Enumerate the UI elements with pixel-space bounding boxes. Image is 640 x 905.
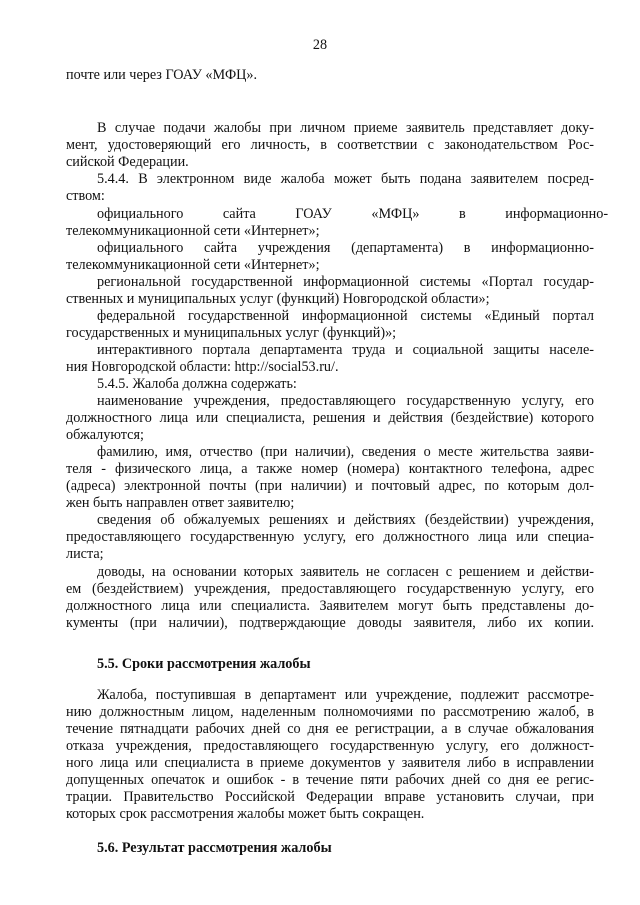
text-line: сийской Федерации. [66, 154, 189, 170]
text-line: 5.4.4. В электронном виде жалоба может быть подана заявителем посред- [97, 171, 594, 187]
text-line: телекоммуникационной сети «Интернет»; [66, 223, 320, 239]
text-line: доводы, на основании которых заявитель не согласен с решением и действи- [97, 564, 594, 580]
text-line: официального сайта ГОАУ «МФЦ» в информационно- [97, 206, 609, 222]
text-line: фамилию, имя, отчество (при наличии), сведения о месте жительства заяви- [97, 444, 594, 460]
text-line: В случае подачи жалобы при личном приеме заявитель представляет доку- [97, 120, 594, 136]
text-line: государственных и муниципальных услуг (функций)»; [66, 325, 397, 341]
page-number: 28 [312, 37, 328, 53]
text-line: ного лица или специалиста в приеме документов у заявителя либо в исправлении [66, 755, 594, 771]
text-line: сведения об обжалуемых решениях и действиях (бездействии) учреждения, [97, 512, 594, 528]
text-line: обжалуются; [66, 427, 144, 443]
text-line: допущенных опечаток и ошибок - в течение пяти рабочих дней со дня ее регис- [66, 772, 594, 788]
text-line: ством: [66, 188, 105, 204]
text-line: листа; [66, 546, 104, 562]
text-line: отказа учреждения, предоставляющего государственную услугу, его должност- [66, 738, 594, 754]
text-line: мент, удостоверяющий его личность, в соответствии с законодательством Рос- [66, 137, 594, 153]
text-line: официального сайта учреждения (департамента) в информационно- [97, 240, 594, 256]
text-line: интерактивного портала департамента труда и социальной защиты населе- [97, 342, 594, 358]
text-line: ем (бездействием) учреждения, предоставляющего государственную услугу, его [66, 581, 594, 597]
text-line: ния Новгородской области: http://social53.ru/. [66, 359, 339, 375]
text-line: должностного лица или специалиста, решения и действия (бездействие) которого [66, 410, 594, 426]
text-line: нию должностным лицом, наделенным полномочиями по рассмотрению жалоб, в [66, 704, 594, 720]
text-line: кументы (при наличии), подтверждающие доводы заявителя, либо их копии. [66, 615, 594, 631]
text-line: предоставляющего государственную услугу, его должностного лица или специа- [66, 529, 594, 545]
text-line: которых срок рассмотрения жалобы может быть сокращен. [66, 806, 425, 822]
text-line: трации. Правительство Российской Федерации вправе установить случаи, при [66, 789, 594, 805]
section-heading: 5.5. Сроки рассмотрения жалобы [97, 656, 311, 672]
text-line: должностного лица или специалиста. Заявителем могут быть представлены до- [66, 598, 594, 614]
text-line: почте или через ГОАУ «МФЦ». [66, 67, 258, 83]
text-line: Жалоба, поступившая в департамент или учреждение, подлежит рассмотре- [97, 687, 594, 703]
text-line: региональной государственной информационной системы «Портал государ- [97, 274, 594, 290]
text-line: течение пятнадцати рабочих дней со дня ее регистрации, а в случае обжалования [66, 721, 594, 737]
text-line: ственных и муниципальных услуг (функций) Новгородской области»; [66, 291, 490, 307]
text-line: наименование учреждения, предоставляющего государственную услугу, его [97, 393, 594, 409]
text-line: жен быть направлен ответ заявителю; [66, 495, 295, 511]
text-line: телекоммуникационной сети «Интернет»; [66, 257, 320, 273]
text-line: федеральной государственной информационной системы «Единый портал [97, 308, 594, 324]
section-heading: 5.6. Результат рассмотрения жалобы [97, 840, 332, 856]
text-line: (адреса) электронной почты (при наличии) и почтовый адрес, по которым дол- [66, 478, 594, 494]
text-line: теля - физического лица, а также номер (номера) контактного телефона, адрес [66, 461, 594, 477]
text-line: 5.4.5. Жалоба должна содержать: [97, 376, 297, 392]
